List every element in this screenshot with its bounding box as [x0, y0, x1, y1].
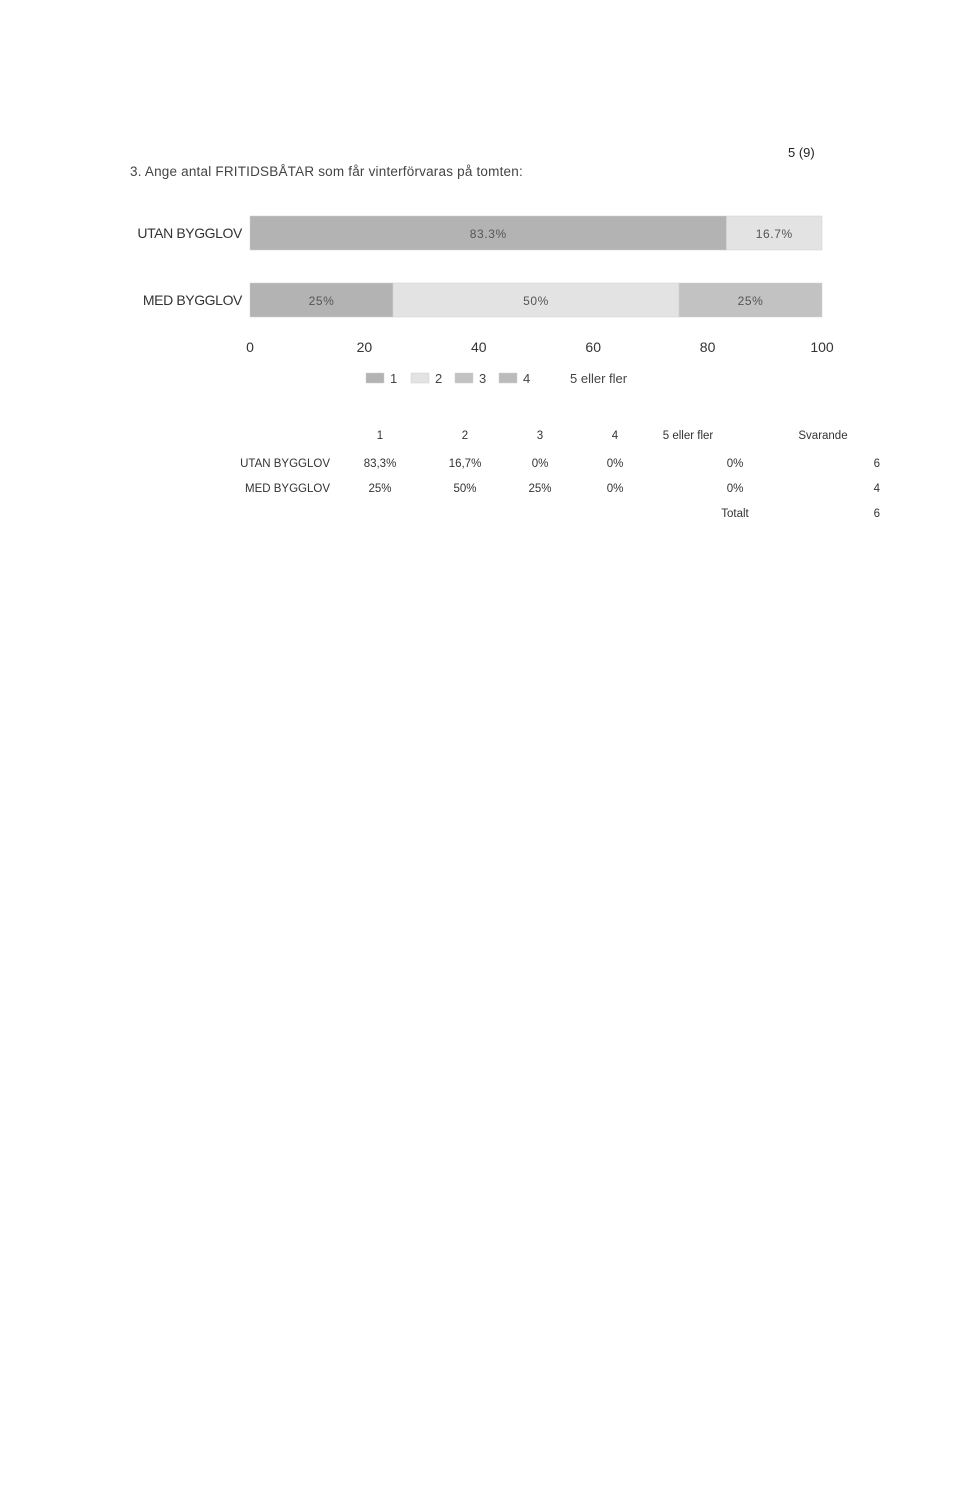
total-label: Totalt: [721, 508, 749, 520]
table-cell: 25%: [368, 483, 392, 495]
table-cell: 83,3%: [363, 458, 397, 470]
legend-swatch: [455, 373, 473, 383]
table-header: 4: [611, 430, 619, 442]
table-header-row: [0, 430, 960, 448]
table-total-row: [0, 508, 960, 526]
legend-label: 2: [435, 371, 443, 386]
respondents-cell: 6: [873, 458, 880, 470]
table-header: 3: [536, 430, 544, 442]
table-cell: 0%: [606, 483, 624, 495]
legend-label: 3: [479, 371, 487, 386]
table-cell: 0%: [531, 458, 549, 470]
row-label: MED BYGGLOV: [245, 483, 330, 495]
total-value: 6: [873, 508, 880, 520]
legend-swatch: [546, 373, 564, 383]
legend-swatch: [499, 373, 517, 383]
table-header-respondents: Svarande: [798, 430, 848, 442]
table-row: [0, 483, 960, 501]
table-header: 5 eller fler: [662, 430, 714, 442]
stacked-bar-chart: [0, 0, 960, 400]
row-label: UTAN BYGGLOV: [137, 225, 242, 241]
table-cell: 0%: [726, 458, 744, 470]
x-tick-label: 60: [585, 339, 601, 355]
legend-swatch: [366, 373, 384, 383]
x-tick-label: 40: [471, 339, 487, 355]
x-tick-label: 0: [246, 339, 254, 355]
data-label: 83.3%: [469, 227, 507, 241]
table-header: 2: [461, 430, 469, 442]
table-cell: 25%: [528, 483, 552, 495]
data-label: 16.7%: [755, 227, 793, 241]
data-label: 25%: [308, 294, 335, 308]
legend-swatch: [411, 373, 429, 383]
x-tick-label: 20: [356, 339, 373, 355]
table-header: 1: [376, 430, 384, 442]
x-tick-label: 80: [699, 339, 716, 355]
page-number: 5 (9): [788, 145, 815, 160]
question-title: 3. Ange antal FRITIDSBÅTAR som får vinterförvaras på tomten:: [130, 164, 523, 179]
table-row: [0, 458, 960, 476]
table-cell: 50%: [453, 483, 477, 495]
row-label: MED BYGGLOV: [142, 292, 242, 308]
x-tick-label: 100: [810, 339, 834, 355]
respondents-cell: 4: [873, 483, 880, 495]
table-cell: 0%: [726, 483, 744, 495]
data-label: 50%: [523, 294, 549, 308]
legend-label: 5 eller fler: [570, 371, 628, 386]
table-cell: 0%: [606, 458, 624, 470]
row-label: UTAN BYGGLOV: [240, 458, 330, 470]
legend-label: 4: [523, 371, 531, 386]
data-label: 25%: [737, 294, 764, 308]
table-cell: 16,7%: [448, 458, 482, 470]
legend-label: 1: [390, 371, 398, 386]
